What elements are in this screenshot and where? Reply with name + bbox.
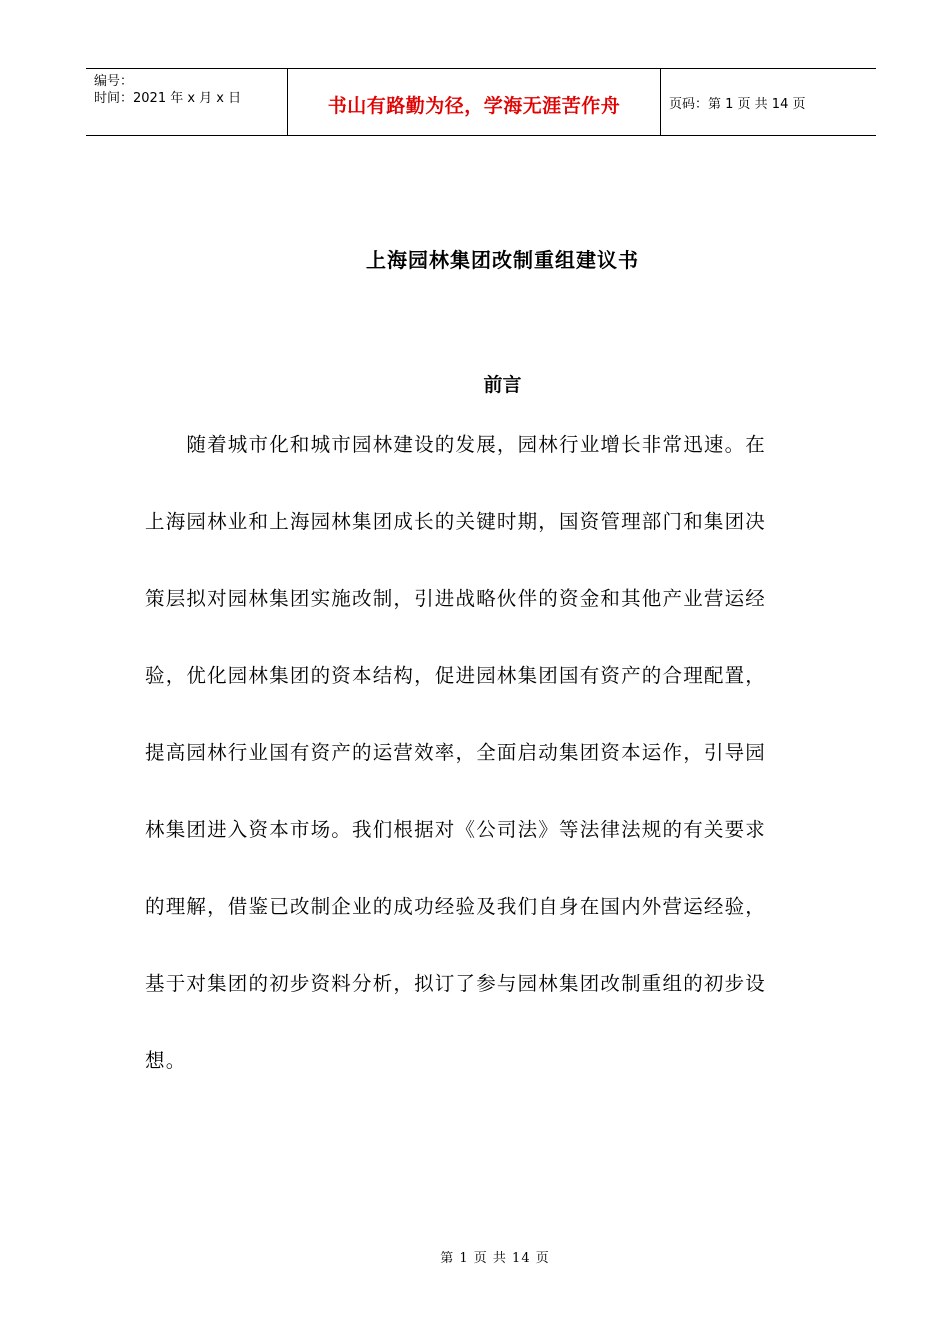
page-footer-number: 第 1 页 共 14 页 [440, 1251, 550, 1266]
paragraph-line: 策层拟对园林集团实施改制，引进战略伙伴的资金和其他产业营运经 [145, 587, 767, 610]
header-motto: 书山有路勤为径，学海无涯苦作舟 [327, 94, 621, 117]
paragraph-line: 验，优化园林集团的资本结构，促进园林集团国有资产的合理配置， [145, 664, 767, 687]
header-motto-cell [288, 69, 661, 135]
document-title: 上海园林集团改制重组建议书 [366, 248, 639, 272]
document-number-label: 编号： [94, 74, 134, 89]
paragraph-line: 的理解，借鉴已改制企业的成功经验及我们自身在国内外营运经验， [145, 895, 767, 918]
paragraph-line: 随着城市化和城市园林建设的发展，园林行业增长非常迅速。在 [145, 433, 767, 456]
header-meta-cell [86, 69, 288, 135]
header-page-cell [661, 69, 876, 135]
page-header [86, 68, 876, 136]
paragraph-line: 提高园林行业国有资产的运营效率，全面启动集团资本运作，引导园 [145, 741, 767, 764]
paragraph-line: 基于对集团的初步资料分析，拟订了参与园林集团改制重组的初步设 [145, 972, 767, 995]
paragraph-line: 上海园林业和上海园林集团成长的关键时期，国资管理部门和集团决 [145, 510, 767, 533]
document-date-label: 时间：2021 年 x 月 x 日 [94, 91, 242, 106]
paragraph-line: 林集团进入资本市场。我们根据对《公司法》等法律法规的有关要求 [145, 818, 767, 841]
section-title: 前言 [483, 374, 522, 396]
paragraph-line: 想。 [145, 1049, 187, 1072]
header-page-info: 页码：第 1 页 共 14 页 [669, 96, 806, 112]
body-paragraph [145, 425, 825, 1118]
